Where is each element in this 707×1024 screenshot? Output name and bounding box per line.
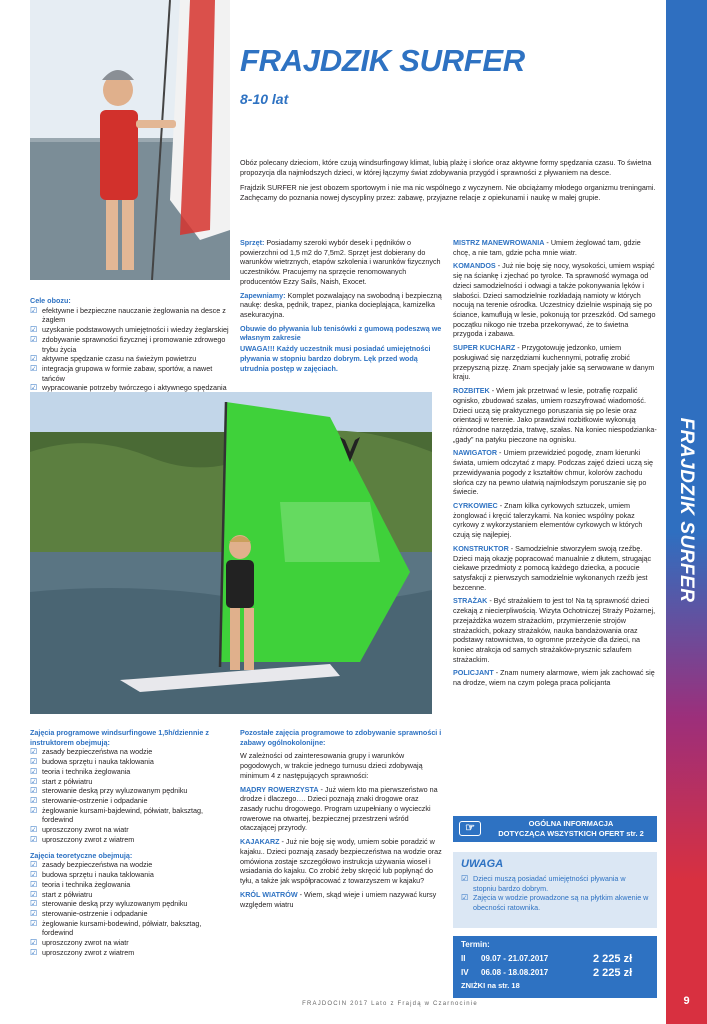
list-item: ☑ uproszczony zwrot z wiatrem bbox=[30, 948, 232, 958]
list-item: ☑ uproszczony zwrot na wiatr bbox=[30, 825, 232, 835]
warning-list bbox=[461, 874, 649, 913]
list-item: ☑ efektywne i bezpieczne nauczanie żeglowania na desce z żaglem bbox=[30, 306, 230, 325]
skills-right-column bbox=[453, 238, 657, 692]
intro-paragraph-2: Frajdzik SURFER nie jest obozem sportowym i nie ma nic wspólnego z wyczynem. Nie obciążamy młodego organizmu treningami. Zachęcamy do poznania nowej dyscypliny przez: zabawę, przyjazne relacje z opiekunami i naukę w małej grupie. bbox=[240, 183, 656, 203]
skill-label: KRÓL WIATRÓW bbox=[240, 889, 298, 899]
theory-list bbox=[30, 860, 232, 957]
list-item: ☑ zasady bezpieczeństwa na wodzie bbox=[30, 860, 232, 870]
skill-item bbox=[453, 501, 657, 540]
skill-text: - Wiem, skąd wieje i umiem nazywać kursy względem wiatru bbox=[240, 889, 437, 909]
date-row bbox=[461, 967, 649, 981]
skill-label: SUPER KUCHARZ bbox=[453, 343, 516, 353]
skill-item bbox=[240, 785, 442, 834]
skill-text: - Umiem przewidzieć pogodę, znam kierunki świata, umiem odczytać z mapy. Podczas zajęć dzieci uczą się przewidywania pogody z kształtów chmur, kolorów zachodu słońca czy na pewno ułatwią najmłodszym poruszanie się po świecie. bbox=[453, 448, 653, 497]
skill-item bbox=[453, 668, 657, 687]
skill-label: MĄDRY ROWERZYSTA bbox=[240, 784, 319, 794]
skill-item bbox=[453, 448, 657, 497]
swimming-warning: UWAGA!!! Każdy uczestnik musi posiadać umiejętności pływania w stopniu bardzo dobrym. Lęk przed wodą utrudnia postęp w zajęciach. bbox=[240, 344, 431, 373]
list-item: ☑ żeglowanie kursami-bajdewind, półwiatr, baksztag, fordewind bbox=[30, 806, 232, 825]
skill-text: - Umiem żeglować tam, gdzie chcę, a nie tam, gdzie pcha mnie wiatr. bbox=[453, 238, 641, 257]
equipment-section bbox=[240, 238, 442, 377]
list-item: ☑ start z półwiatru bbox=[30, 777, 232, 787]
skill-text: - Już nie boję się wody, umiem sobie poradzić w kajaku.. Dzieci poznają zasady bezpieczeństwa na wodzie oraz omówiona zostaje szczegółowo instrukcja używania wioseł i wsiadania do kajaku. Co zrobić żeby skręcić lub popłynąć do tyłu, a także jak współpracować z towarzyszem w kajaku? bbox=[240, 837, 442, 886]
info-line-2: DOTYCZĄCA WSZYSTKICH OFERT str. 2 bbox=[498, 829, 644, 838]
photo-child-windsurfing bbox=[30, 0, 230, 280]
list-item: ☑ sterowanie deską przy wyluzowanym pędniku bbox=[30, 899, 232, 909]
program-list bbox=[30, 747, 232, 844]
skill-text: - Znam numery alarmowe, wiem jak zachować się na drodze, wiem na czym polega praca policjanta bbox=[453, 668, 655, 688]
skill-label: POLICJANT bbox=[453, 668, 494, 678]
page-title: FRAJDZIK SURFER bbox=[240, 43, 525, 78]
other-intro: W zależności od zainteresowania grupy i warunków pogodowych, w trakcie jednego turnusu dzieci zdobywają minimum 4 z następujących sprawności: bbox=[240, 751, 423, 780]
list-item: ☑ wypracowanie potrzeby twórczego i aktywnego spędzania bbox=[30, 383, 230, 402]
turnus-dates: 06.08 - 18.08.2017 bbox=[481, 967, 549, 977]
skill-item bbox=[453, 544, 657, 593]
turnus-number: II bbox=[461, 953, 466, 963]
skill-item bbox=[453, 596, 657, 664]
theory-heading: Zajęcia teoretyczne obejmują: bbox=[30, 850, 133, 860]
skill-item bbox=[453, 261, 657, 339]
provided-paragraph bbox=[240, 291, 442, 320]
list-item: ☑ żeglowanie kursami-bodewind, półwiatr, baksztag, fordewind bbox=[30, 919, 232, 938]
skill-item bbox=[240, 890, 442, 909]
page-number: 9 bbox=[683, 995, 690, 1007]
skill-text: - Być strażakiem to jest to! Na tą sprawność dzieci czekają z niecierpliwością. Wizyta Ochotniczej Straży Pożarnej, przejażdżka wozem strażackim, przymierzenie strojów strażackich, pokazy strażaków, nauka bandażowania oraz podstawy ratownictwa, to ogromne przeżycie dla dzieci, na koniec atrakcja od samych strażaków-prysznic szlaufem strażackim. bbox=[453, 596, 656, 664]
list-item: ☑ budowa sprzętu i nauka taklowania bbox=[30, 757, 232, 767]
turnus-dates: 09.07 - 21.07.2017 bbox=[481, 953, 549, 963]
skill-label: ROZBITEK bbox=[453, 386, 490, 396]
turnus-price: 2 225 zł bbox=[593, 952, 633, 965]
program-section bbox=[30, 728, 232, 958]
list-item: ☑ teoria i technika żeglowania bbox=[30, 880, 232, 890]
skill-label: NAWIGATOR bbox=[453, 448, 498, 458]
skill-text: - Znam kilka cyrkowych sztuczek, umiem żonglować i kręcić talerzykami. Na koniec wspólny pokaz cyrkowy z wykorzystaniem elementów cyrkowych w których czują się najlepiej. bbox=[453, 500, 643, 540]
skill-item bbox=[240, 837, 442, 886]
info-line-1: OGÓLNA INFORMACJA bbox=[528, 819, 614, 828]
skill-item bbox=[453, 386, 657, 444]
skill-label: KONSTRUKTOR bbox=[453, 543, 509, 553]
skill-item bbox=[453, 343, 657, 382]
warning-box bbox=[453, 852, 657, 928]
skill-label: KOMANDOS bbox=[453, 261, 496, 271]
age-range: 8-10 lat bbox=[240, 91, 289, 107]
turnus-number: IV bbox=[461, 967, 469, 977]
skill-item bbox=[453, 238, 657, 257]
list-item: ☑ uzyskanie podstawowych umiejętności i wiedzy żeglarskiej bbox=[30, 325, 230, 335]
skill-text: - Już nie boję się nocy, wysokości, umiem wspiąć się na ściankę i zjechać po tyrolce. Ta sprawność wymaga od dzieci samodzielności i odwagi a także pokonywania lęków i słabości. Dzieci samodzielnie rozkładają namioty w których nocują na terenie ośrodka. Uczestnicy dzielnie wspinają się po ściance, kamuflują w lesie, pokonują tor przeszkód. Od samego początku nikogo nie trzeba przekonywać, że to świetna przygoda i zabawa. bbox=[453, 261, 656, 339]
skill-label: CYRKOWIEC bbox=[453, 500, 498, 510]
provided-text: Komplet pozwalający na swobodną i bezpieczną naukę: deska, pędnik, trapez, pianka docieplająca, kamizelka asekuracyjna. bbox=[240, 290, 442, 320]
list-item: ☑ start z półwiatru bbox=[30, 890, 232, 900]
skill-label: STRAŻAK bbox=[453, 596, 488, 606]
skill-text: - Samodzielnie stworzyłem swoją rzeźbę. Dzieci mają okazję popracować manualnie z dłutem, strugając ciekawe przedmioty z pomocą każdego dziecka, a pocucie satysfakcji z pierwszych samodzielnie wykonanych rzeźb jest bezcenne. bbox=[453, 543, 652, 592]
general-info-box[interactable] bbox=[453, 816, 657, 842]
other-activities-section bbox=[240, 728, 442, 913]
goals-heading: Cele obozu: bbox=[30, 296, 71, 305]
pointing-hand-icon: ☞ bbox=[459, 821, 481, 836]
list-item: ☑ uproszczony zwrot na wiatr bbox=[30, 938, 232, 948]
dates-title: Termin: bbox=[461, 940, 490, 949]
skill-text: - Przygotowuję jedzonko, umiem posługiwać się narzędziami kuchennymi, potrafię zrobić przepyszną pizzę. Znam specjały jakie są serwowane w danym kraju. bbox=[453, 343, 655, 382]
list-item: ☑ uproszczony zwrot z wiatrem bbox=[30, 835, 232, 845]
footwear-note: Obuwie do pływania lub tenisówki z gumową podeszwą we własnym zakresie bbox=[240, 323, 442, 343]
list-item: ☑ sterowanie deską przy wyluzowanym pędniku bbox=[30, 786, 232, 796]
skill-label: MISTRZ MANEWROWANIA bbox=[453, 238, 545, 247]
list-item: ☑ aktywne spędzanie czasu na świeżym powietrzu bbox=[30, 354, 230, 364]
list-item: ☑ sterowanie-ostrzenie i odpadanie bbox=[30, 796, 232, 806]
intro-paragraph-1: Obóz polecany dzieciom, które czują windsurfingowy klimat, lubią plażę i słońce oraz aktywne formy spędzania czasu. To świetna propozycja dla najmłodszych dzieci, w której łączymy świat zdobywania przygód i sprawności z pływaniem na desce. bbox=[240, 158, 652, 177]
turnus-price: 2 225 zł bbox=[593, 966, 633, 979]
photo-windsurf-green-sail-art bbox=[30, 392, 432, 714]
side-title: FRAJDZIK SURFER bbox=[675, 417, 697, 603]
date-row bbox=[461, 953, 649, 967]
photo-child-windsurfing-art bbox=[30, 0, 230, 280]
list-item: ☑ integracja grupowa w formie zabaw, sportów, a nawet tańców bbox=[30, 364, 230, 383]
list-item: ☑ zdobywanie sprawności fizycznej i promowanie zdrowego trybu życia bbox=[30, 335, 230, 354]
dates-box bbox=[453, 936, 657, 998]
other-heading: Pozostałe zajęcia programowe to zdobywanie sprawności i zabawy ogólnokolonijne: bbox=[240, 728, 442, 747]
list-item: ☑ Zajęcia w wodzie prowadzone są na płytkim akwenie w obecności ratownika. bbox=[461, 893, 649, 912]
page-footer: FRAJDOCIN 2017 Lato z Frajdą w Czarnocinie bbox=[302, 1001, 478, 1007]
program-heading: Zajęcia programowe windsurfingowe 1,5h/dziennie z instruktorem obejmują: bbox=[30, 728, 209, 747]
discount-note: ZNIŻKI na str. 18 bbox=[461, 980, 520, 990]
warning-title: UWAGA bbox=[461, 858, 504, 870]
intro-text bbox=[240, 158, 658, 209]
skill-text: - Już wiem kto ma pierwszeństwo na drodze i dlaczego…. Dzieci poznają znaki drogowe oraz zasady ruchu drogowego. Program uzupełniany o wycieczki rowerowe na otwartej, bezpiecznej przestrzeni wśród otaczającej przyrody. bbox=[240, 784, 438, 833]
photo-windsurf-green-sail bbox=[30, 392, 432, 714]
equipment-label: Sprzęt: bbox=[240, 238, 265, 247]
equipment-text: Posiadamy szeroki wybór desek i pędników o powierzchni od 1,5 m2 do 7,5m2. Sprzęt jest dobierany do warunków wietrznych, etapów szkolenia i warunków fizycznych uczestników. Pracujemy na sprzęcie renomowanych producentów Ezzy Sails, Naish, Exocet. bbox=[240, 238, 441, 286]
equipment-paragraph bbox=[240, 238, 442, 287]
list-item: ☑ Dzieci muszą posiadać umiejętności pływania w stopniu bardzo dobrym. bbox=[461, 874, 649, 893]
list-item: ☑ sterowanie-ostrzenie i odpadanie bbox=[30, 909, 232, 919]
list-item: ☑ teoria i technika żeglowania bbox=[30, 767, 232, 777]
provided-label: Zapewniamy: bbox=[240, 290, 286, 300]
skill-text: - Wiem jak przetrwać w lesie, potrafię rozpalić ognisko, zbudować szałas, umiem rozszyfrować wiadomość. Dzieci uczą się praktycznego poruszania się po lesie oraz orientacji w terenie. Jako prawdziwi rozbitkowie wykonują różnorodne narzędzia, tratwę, szałas. Na koniec niespodzianka- „gady” na patyku pieczone na ognisku. bbox=[453, 386, 657, 444]
skill-label: KAJAKARZ bbox=[240, 837, 280, 847]
list-item: ☑ zasady bezpieczeństwa na wodzie bbox=[30, 747, 232, 757]
list-item: ☑ budowa sprzętu i nauka taklowania bbox=[30, 870, 232, 880]
